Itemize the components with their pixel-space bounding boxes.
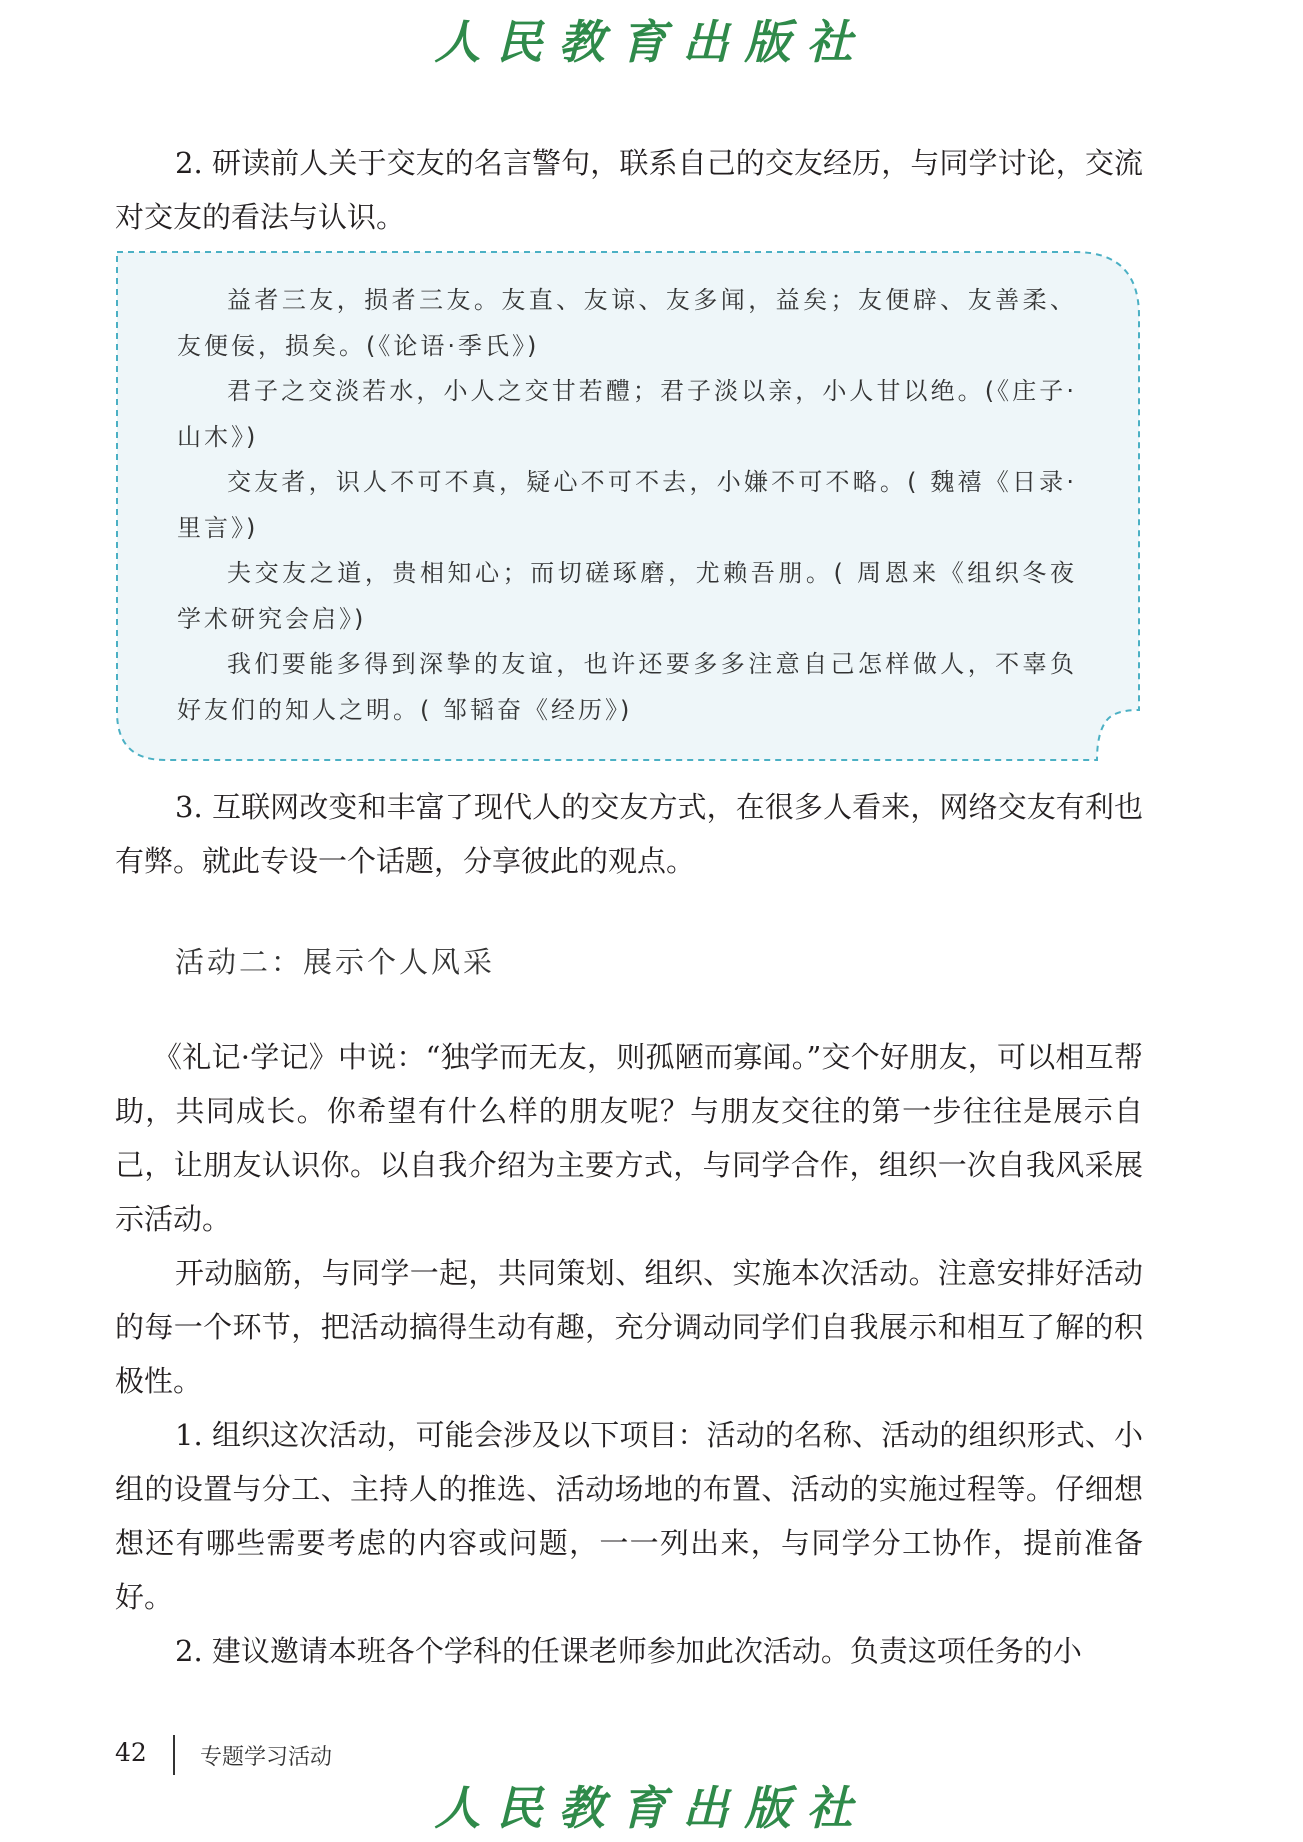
quote-item: 益者三友，损者三友。友直、友谅、友多闻，益矣；友便辟、友善柔、友便佞，损矣。(《论语·季氏》) — [177, 286, 1077, 360]
paragraph: 2. 研读前人关于交友的名言警句，联系自己的交友经历，与同学讨论，交流对交友的看法与认识。 — [115, 146, 1143, 234]
section1-item3 — [115, 780, 1143, 888]
footer-divider — [173, 1735, 175, 1775]
activity-heading: 活动二：展示个人风采 — [175, 945, 496, 979]
publisher-logo-top: 人民教育出版社 — [434, 15, 869, 69]
quotes-box — [115, 248, 1143, 764]
quote-item: 夫交友之道，贵相知心；而切磋琢磨，尤赖吾朋。( 周恩来《组织冬夜学术研究会启》) — [177, 559, 1077, 633]
publisher-logo-bottom: 人民教育出版社 — [434, 1781, 869, 1835]
list-item: 1. 组织这次活动，可能会涉及以下项目：活动的名称、活动的组织形式、小组的设置与分工、主持人的推选、活动场地的布置、活动的实施过程等。仔细想想还有哪些需要考虑的内容或问题，一一列出来，与同学分工协作，提前准备好。 — [115, 1418, 1143, 1614]
quote-item: 交友者，识人不可不真，疑心不可不去，小嫌不可不略。( 魏禧《日录·里言》) — [177, 468, 1077, 542]
quote-item: 君子之交淡若水，小人之交甘若醴；君子淡以亲，小人甘以绝。(《庄子·山木》) — [177, 377, 1077, 451]
paragraph: 3. 互联网改变和丰富了现代人的交友方式，在很多人看来，网络交友有利也有弊。就此专设一个话题，分享彼此的观点。 — [115, 790, 1143, 878]
list-item: 2. 建议邀请本班各个学科的任课老师参加此次活动。负责这项任务的小 — [175, 1634, 1082, 1668]
section1-item2 — [115, 136, 1143, 244]
activity2-body — [115, 1030, 1143, 1678]
page-number: 42 — [115, 1738, 147, 1767]
paragraph: 开动脑筋，与同学一起，共同策划、组织、实施本次活动。注意安排好活动的每一个环节，把活动搞得生动有趣，充分调动同学们自我展示和相互了解的积极性。 — [115, 1256, 1143, 1398]
paragraph-intro: 《礼记·学记》中说：“独学而无友，则孤陋而寡闻。”交个好朋友，可以相互帮助，共同成长。你希望有什么样的朋友呢？与朋友交往的第一步往往是展示自己，让朋友认识你。以自我介绍为主要方式，与同学合作，组织一次自我风采展示活动。 — [115, 1040, 1143, 1236]
quotes-list — [177, 278, 1077, 733]
footer-section-title: 专题学习活动 — [200, 1745, 333, 1770]
quote-item: 我们要能多得到深挚的友谊，也许还要多多注意自己怎样做人，不辜负好友们的知人之明。( 邹韬奋《经历》) — [177, 650, 1077, 724]
